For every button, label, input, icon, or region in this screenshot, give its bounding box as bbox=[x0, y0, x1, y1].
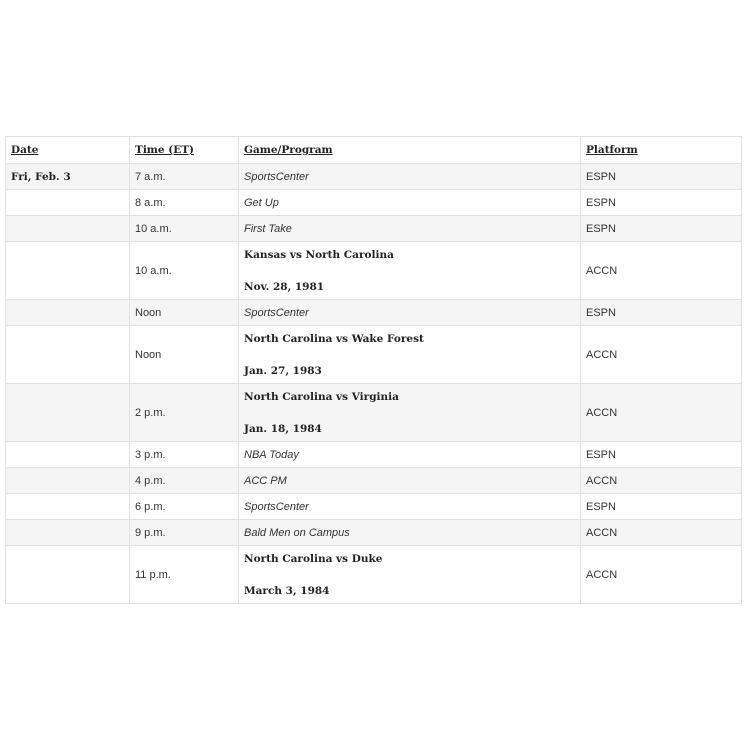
table-header-row bbox=[6, 137, 742, 164]
date-cell bbox=[6, 190, 130, 216]
date-cell bbox=[6, 216, 130, 242]
table-row bbox=[6, 520, 742, 546]
table-row bbox=[6, 494, 742, 520]
schedule-table bbox=[5, 136, 742, 604]
game-cell bbox=[239, 242, 581, 300]
table-row bbox=[6, 326, 742, 384]
time-cell: Noon bbox=[130, 300, 239, 326]
date-cell: Fri, Feb. 3 bbox=[6, 164, 130, 190]
platform-cell: ESPN bbox=[581, 216, 742, 242]
time-cell: Noon bbox=[130, 326, 239, 384]
time-cell: 3 p.m. bbox=[130, 442, 239, 468]
program-cell: Get Up bbox=[239, 190, 581, 216]
program-cell: NBA Today bbox=[239, 442, 581, 468]
program-cell: SportsCenter bbox=[239, 494, 581, 520]
header-time: Time (ET) bbox=[130, 137, 239, 164]
date-cell bbox=[6, 546, 130, 604]
platform-cell: ESPN bbox=[581, 190, 742, 216]
game-cell bbox=[239, 546, 581, 604]
time-cell: 10 a.m. bbox=[130, 242, 239, 300]
platform-cell: ACCN bbox=[581, 520, 742, 546]
date-cell bbox=[6, 468, 130, 494]
platform-cell: ESPN bbox=[581, 300, 742, 326]
game-title: North Carolina vs Virginia bbox=[244, 390, 399, 403]
time-cell: 11 p.m. bbox=[130, 546, 239, 604]
table-row bbox=[6, 164, 742, 190]
platform-cell: ACCN bbox=[581, 326, 742, 384]
date-cell bbox=[6, 494, 130, 520]
time-cell: 10 a.m. bbox=[130, 216, 239, 242]
table-row bbox=[6, 546, 742, 604]
game-date: March 3, 1984 bbox=[244, 584, 330, 597]
program-cell: SportsCenter bbox=[239, 164, 581, 190]
game-title: North Carolina vs Wake Forest bbox=[244, 332, 424, 345]
table-row bbox=[6, 300, 742, 326]
date-cell bbox=[6, 242, 130, 300]
date-cell bbox=[6, 442, 130, 468]
time-cell: 8 a.m. bbox=[130, 190, 239, 216]
game-title: Kansas vs North Carolina bbox=[244, 248, 394, 261]
game-date: Nov. 28, 1981 bbox=[244, 280, 325, 293]
platform-cell: ACCN bbox=[581, 468, 742, 494]
date-cell bbox=[6, 520, 130, 546]
date-cell bbox=[6, 326, 130, 384]
header-game-program: Game/Program bbox=[239, 137, 581, 164]
time-cell: 7 a.m. bbox=[130, 164, 239, 190]
table-row bbox=[6, 442, 742, 468]
time-cell: 4 p.m. bbox=[130, 468, 239, 494]
date-cell bbox=[6, 384, 130, 442]
platform-cell: ACCN bbox=[581, 546, 742, 604]
platform-cell: ACCN bbox=[581, 384, 742, 442]
game-title: North Carolina vs Duke bbox=[244, 552, 383, 565]
table-row bbox=[6, 216, 742, 242]
program-cell: ACC PM bbox=[239, 468, 581, 494]
date-cell bbox=[6, 300, 130, 326]
table-row bbox=[6, 190, 742, 216]
table-row bbox=[6, 242, 742, 300]
game-date: Jan. 18, 1984 bbox=[244, 422, 322, 435]
game-date: Jan. 27, 1983 bbox=[244, 364, 322, 377]
time-cell: 6 p.m. bbox=[130, 494, 239, 520]
game-cell bbox=[239, 326, 581, 384]
time-cell: 9 p.m. bbox=[130, 520, 239, 546]
header-date: Date bbox=[6, 137, 130, 164]
program-cell: Bald Men on Campus bbox=[239, 520, 581, 546]
platform-cell: ESPN bbox=[581, 442, 742, 468]
table-row bbox=[6, 384, 742, 442]
platform-cell: ESPN bbox=[581, 164, 742, 190]
table-row bbox=[6, 468, 742, 494]
program-cell: First Take bbox=[239, 216, 581, 242]
platform-cell: ACCN bbox=[581, 242, 742, 300]
time-cell: 2 p.m. bbox=[130, 384, 239, 442]
platform-cell: ESPN bbox=[581, 494, 742, 520]
game-cell bbox=[239, 384, 581, 442]
header-platform: Platform bbox=[581, 137, 742, 164]
program-cell: SportsCenter bbox=[239, 300, 581, 326]
